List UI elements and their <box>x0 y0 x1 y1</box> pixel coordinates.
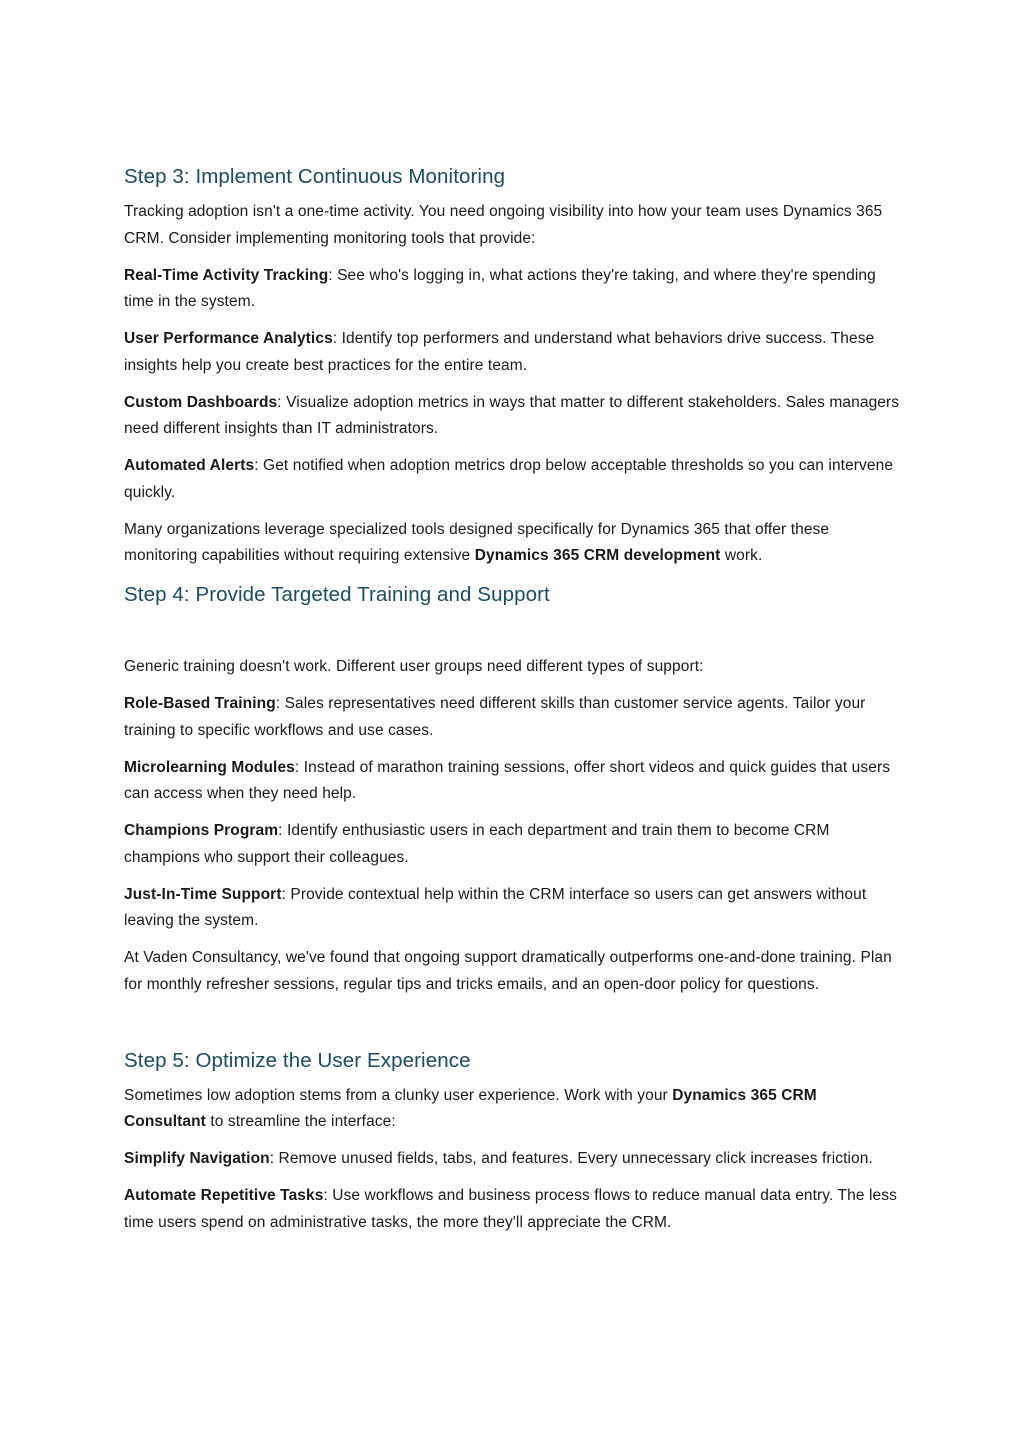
bold-run: Real-Time Activity Tracking <box>124 266 329 284</box>
section-heading: Step 3: Implement Continuous Monitoring <box>124 165 506 188</box>
text-run: At Vaden Consultancy, we've found that ongoing support dramatically outperforms one-and-done training. Plan for monthly refresher sessions, regular tips and tricks emails, and an open-door policy for questions. <box>124 949 892 993</box>
bold-run: Role-Based Training <box>124 695 276 712</box>
bold-run: Champions Program <box>124 822 279 839</box>
text-run: Many organizations leverage specialized tools designed specifically for Dynamics 365 that offer these monitoring capabilities without requiring extensive <box>124 520 830 564</box>
paragraph <box>124 326 901 379</box>
paragraph <box>124 882 901 935</box>
section-heading: Step 5: Optimize the User Experience <box>124 1048 471 1072</box>
bold-run: User Performance Analytics <box>124 330 333 347</box>
bold-run: Automated Alerts <box>124 457 255 474</box>
text-run: : Get notified when adoption metrics drop below acceptable thresholds so you can intervene quickly. <box>124 457 894 501</box>
section-heading: Step 4: Provide Targeted Training and Support <box>124 583 550 606</box>
text-run: : See who's logging in, what actions they're taking, and where they're spending time in the system. <box>124 266 876 310</box>
paragraph <box>124 755 901 808</box>
paragraph <box>124 1183 901 1236</box>
paragraph <box>124 945 901 998</box>
text-run: : Identify enthusiastic users in each department and train them to become CRM champions who support their colleagues. <box>124 822 830 866</box>
text-run: : Identify top performers and understand what behaviors drive success. These insights help you create best practices for the entire team. <box>124 330 875 374</box>
paragraph <box>124 1083 901 1136</box>
bold-run: Microlearning Modules <box>124 758 295 776</box>
text-run: : Instead of marathon training sessions, offer short videos and quick guides that users can access when they need help. <box>124 758 891 802</box>
bold-run: Simplify Navigation <box>124 1150 270 1167</box>
empty-line <box>124 617 901 644</box>
text-run: Generic training doesn't work. Different user groups need different types of support: <box>124 658 704 675</box>
text-run: : Remove unused fields, tabs, and features. Every unnecessary click increases friction. <box>269 1150 873 1167</box>
text-run: : Sales representatives need different skills than customer service agents. Tailor your training to specific workflows and use cases. <box>124 695 866 739</box>
paragraph <box>124 199 901 252</box>
text-run: Sometimes low adoption stems from a clunky user experience. Work with your <box>124 1086 673 1104</box>
paragraph <box>124 390 901 443</box>
paragraph <box>124 691 901 744</box>
bold-run: Automate Repetitive Tasks <box>124 1187 324 1204</box>
text-run: : Visualize adoption metrics in ways that matter to different stakeholders. Sales managers need different insights than IT administrators. <box>124 393 900 437</box>
bold-run: Just-In-Time Support <box>124 885 282 903</box>
text-run: : Use workflows and business process flows to reduce manual data entry. The less time users spend on administrative tasks, the more they'll appreciate the CRM. <box>124 1187 897 1231</box>
paragraph <box>124 263 901 316</box>
text-run: work. <box>720 547 763 564</box>
bold-run: Custom Dashboards <box>124 393 278 411</box>
text-run: Tracking adoption isn't a one-time activity. You need ongoing visibility into how your team uses Dynamics 365 CRM. Consider implementing monitoring tools that provide: <box>124 203 883 247</box>
text-run: to streamline the interface: <box>205 1113 396 1130</box>
paragraph <box>124 453 901 506</box>
empty-line <box>124 1009 901 1036</box>
bold-run: Dynamics 365 CRM development <box>474 547 721 564</box>
paragraph <box>124 818 901 871</box>
bold-run: Dynamics 365 CRM Consultant <box>124 1086 817 1130</box>
paragraph <box>124 1146 901 1173</box>
text-run: : Provide contextual help within the CRM interface so users can get answers without leaving the system. <box>124 885 867 929</box>
paragraph <box>124 654 901 681</box>
paragraph <box>124 517 901 570</box>
